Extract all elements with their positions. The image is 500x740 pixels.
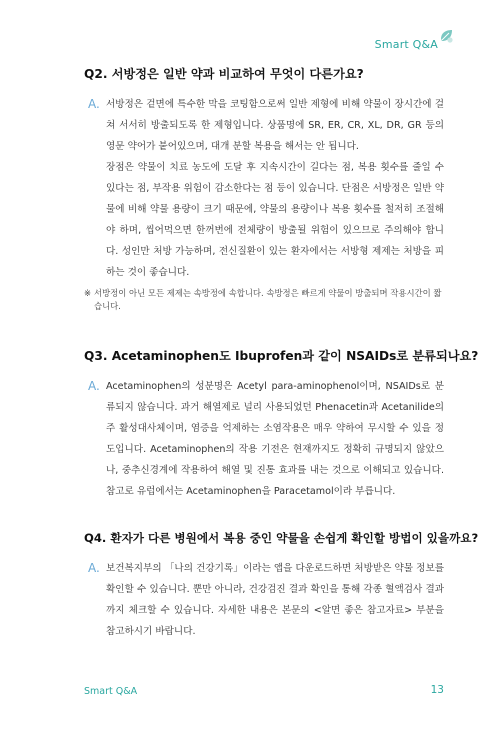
- page-number: 13: [430, 684, 444, 696]
- answer-mark: A.: [88, 97, 100, 111]
- footnote: [84, 287, 444, 313]
- qa-block-q2: [84, 66, 444, 313]
- qa-block-q4: [84, 530, 479, 642]
- footer-brand: Smart Q&A: [84, 686, 138, 697]
- question-heading: Q3. Acetaminophen도 Ibuprofen과 같이 NSAIDs로 분류되나요?: [84, 349, 479, 363]
- question-heading: Q4. 환자가 다른 병원에서 복용 중인 약물을 손쉽게 확인할 방법이 있을까요?: [84, 531, 479, 545]
- answer-paragraph: 서방정은 겉면에 특수한 막을 코팅함으로써 일반 제형에 비해 약물이 장시간에 걸쳐 서서히 방출되도록 한 제형입니다. 상품명에 SR, ER, CR, XL, DR, GR 등의 영문 약어가 붙어있으며, 대개 분할 복용을 해서는 안 됩니다.: [106, 99, 444, 152]
- answer: [84, 94, 444, 283]
- note-mark: ※: [84, 288, 92, 298]
- answer-paragraph: 보건복지부의 「나의 건강기록」이라는 앱을 다운로드하면 처방받은 약물 정보를 확인할 수 있습니다. 뿐만 아니라, 건강검진 결과 확인을 통해 각종 혈액검사 결과까지 체크할 수 있습니다. 자세한 내용은 본문의 <알면 좋은 참고자료> 부분을 참고하시기 바랍니다.: [106, 563, 444, 637]
- question-heading: Q2. 서방정은 일반 약과 비교하여 무엇이 다른가요?: [84, 67, 364, 81]
- answer: [84, 558, 444, 642]
- answer-paragraph: 장점은 약물이 치료 농도에 도달 후 지속시간이 길다는 점, 복용 횟수를 줄일 수 있다는 점, 부작용 위험이 감소한다는 점 등이 있습니다. 단점은 서방정은 일반 약물에 비해 약물 용량이 크기 때문에, 약물의 용량이나 복용 횟수를 철저히 조절해야 하며, 씹어먹으면 한꺼번에 전체량이 방출될 위험이 있으므로 주의해야 합니다. 성인만 처방 가능하며, 전신질환이 있는 환자에서는 서방형 제제는 처방을 피하는 것이 좋습니다.: [106, 162, 444, 278]
- answer-mark: A.: [88, 379, 100, 393]
- header-brand: Smart Q&A: [374, 38, 438, 51]
- answer-paragraph: Acetaminophen의 성분명은 Acetyl para-aminophenol이며, NSAIDs로 분류되지 않습니다. 과거 해열제로 널리 사용되었던 Phenacetin과 Acetanilide의 주 활성대사체이며, 염증을 억제하는 소염작용은 매우 약하여 무시할 수 있을 정도입니다. Acetaminophen의 작용 기전은 현재까지도 정확히 규명되지 않았으나, 중추신경계에 작용하여 해열 및 진통 효과를 내는 것으로 이해되고 있습니다. 참고로 유럽에서는 Acetaminophen을 Paracetamol이라 부릅니다.: [106, 381, 444, 497]
- capsule-leaf-icon: [438, 28, 454, 44]
- answer: [84, 376, 444, 502]
- answer-mark: A.: [88, 561, 100, 575]
- qa-block-q3: [84, 348, 479, 502]
- footnote-text: 서방정이 아닌 모든 제제는 속방정에 속합니다. 속방정은 빠르게 약물이 방출되며 작용시간이 짧습니다.: [94, 288, 442, 311]
